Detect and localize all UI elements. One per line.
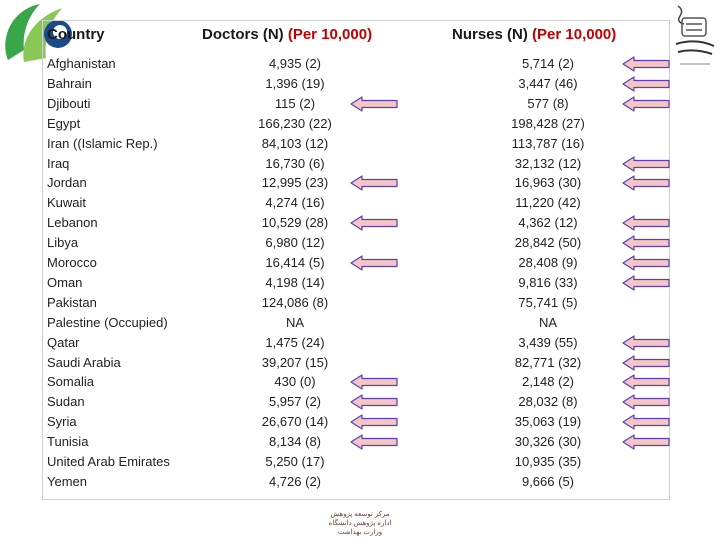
- nurses-arrow-icon: [622, 394, 670, 410]
- doctors-arrow-icon: [350, 394, 398, 410]
- nurses-arrow-icon: [622, 355, 670, 371]
- doctors-arrow-icon: [350, 414, 398, 430]
- doctors-cell: 430 (0): [274, 374, 316, 390]
- nurses-cell: 10,935 (35): [514, 454, 582, 469]
- country-cell: Pakistan: [47, 294, 97, 310]
- nurses-arrow-icon: [622, 156, 670, 172]
- table-row: [0, 114, 720, 134]
- country-cell: Saudi Arabia: [47, 354, 121, 370]
- table-row: [0, 134, 720, 154]
- nurses-arrow-icon: [622, 275, 670, 291]
- nurses-cell: 9,666 (5): [521, 473, 575, 489]
- country-cell: Bahrain: [47, 75, 92, 91]
- header-nurses: [452, 26, 616, 43]
- nurses-arrow-icon: [622, 175, 670, 191]
- doctors-cell: 1,396 (19): [265, 75, 325, 91]
- doctors-cell: 16,730 (6): [265, 155, 325, 171]
- country-cell: Kuwait: [47, 195, 87, 211]
- country-cell: Djibouti: [47, 95, 91, 111]
- doctors-cell: 84,103 (12): [261, 135, 329, 151]
- doctors-cell: 16,414 (5): [265, 255, 325, 270]
- nurses-cell: 9,816 (33): [518, 274, 578, 290]
- country-cell: Libya: [47, 235, 79, 251]
- doctors-cell: 5,957 (2): [268, 394, 322, 410]
- doctors-cell: 12,995 (23): [261, 175, 329, 191]
- country-cell: Afghanistan: [47, 56, 116, 71]
- doctors-cell: 166,230 (22): [258, 115, 332, 131]
- table-row: [0, 452, 720, 472]
- nurses-arrow-icon: [622, 76, 670, 92]
- nurses-arrow-icon: [622, 255, 670, 271]
- nurses-cell: 28,408 (9): [518, 255, 578, 270]
- nurses-cell: NA: [538, 314, 558, 330]
- doctors-cell: 6,980 (12): [265, 235, 325, 251]
- nurses-arrow-icon: [622, 434, 670, 450]
- doctors-arrow-icon: [350, 434, 398, 450]
- doctors-arrow-icon: [350, 96, 398, 112]
- table-row: [0, 353, 720, 373]
- table-row: [0, 193, 720, 213]
- nurses-arrow-icon: [622, 335, 670, 351]
- nurses-cell: 3,447 (46): [518, 75, 578, 91]
- nurses-cell: 32,132 (12): [514, 155, 582, 171]
- country-cell: Palestine (Occupied): [47, 314, 168, 330]
- doctors-cell: 26,670 (14): [261, 414, 329, 430]
- country-cell: Iraq: [47, 155, 70, 171]
- doctors-cell: 4,935 (2): [268, 56, 322, 71]
- nurses-cell: 5,714 (2): [521, 56, 575, 71]
- nurses-cell: 82,771 (32): [514, 354, 582, 370]
- doctors-cell: 39,207 (15): [261, 354, 329, 370]
- country-cell: Tunisia: [47, 434, 89, 450]
- country-cell: Oman: [47, 274, 83, 290]
- nurses-cell: 75,741 (5): [518, 294, 578, 310]
- doctors-arrow-icon: [350, 215, 398, 231]
- nurses-arrow-icon: [622, 215, 670, 231]
- nurses-cell: 16,963 (30): [514, 175, 582, 191]
- country-cell: Lebanon: [47, 215, 98, 231]
- nurses-cell: 30,326 (30): [514, 434, 582, 450]
- table-row: [0, 233, 720, 253]
- country-cell: United Arab Emirates: [47, 454, 170, 469]
- header-nurses-per: (Per 10,000): [532, 26, 617, 43]
- doctors-cell: NA: [285, 314, 305, 330]
- nurses-cell: 4,362 (12): [518, 215, 578, 231]
- nurses-arrow-icon: [622, 56, 670, 72]
- country-cell: Iran ((Islamic Rep.): [47, 135, 158, 151]
- table-row: [0, 472, 720, 492]
- doctors-cell: 124,086 (8): [261, 294, 329, 310]
- doctors-cell: 4,726 (2): [268, 473, 322, 489]
- nurses-cell: 2,148 (2): [521, 374, 575, 390]
- table-row: [0, 54, 720, 74]
- country-cell: Syria: [47, 414, 77, 430]
- nurses-cell: 35,063 (19): [514, 414, 582, 430]
- doctors-cell: 5,250 (17): [265, 454, 325, 469]
- country-cell: Jordan: [47, 175, 87, 191]
- header-nurses-label: Nurses (N): [452, 26, 533, 43]
- country-cell: Sudan: [47, 394, 85, 410]
- footer-caption: ﻣﺮﮐﺰ ﺗﻮﺳﻌﻪ ﭘﮋﻭﻫﺶ ﺍﺩﺍﺭﻩ ﭘﮋﻭﻫﺶ ﺩﺍﻧﺸﮕﺎﻩ ﻭﺯﺍﺭﺕ ﺑﻬﺪﺍﺷﺖ: [328, 511, 392, 536]
- header-doctors: [202, 26, 372, 43]
- country-cell: Somalia: [47, 374, 94, 390]
- doctors-cell: 115 (2): [274, 95, 316, 111]
- nurses-cell: 28,032 (8): [518, 394, 578, 410]
- table-row: [0, 313, 720, 333]
- table-row: [0, 154, 720, 174]
- header-doctors-per: (Per 10,000): [287, 26, 373, 43]
- doctors-cell: 1,475 (24): [265, 334, 325, 350]
- header-doctors-label: Doctors (N): [202, 26, 288, 43]
- doctors-cell: 4,274 (16): [265, 195, 325, 211]
- nurses-arrow-icon: [622, 96, 670, 112]
- doctors-arrow-icon: [350, 255, 398, 271]
- nurses-cell: 11,220 (42): [515, 195, 581, 211]
- nurses-cell: 198,428 (27): [511, 115, 585, 131]
- nurses-arrow-icon: [622, 235, 670, 251]
- country-cell: Qatar: [47, 334, 80, 350]
- nurses-arrow-icon: [622, 414, 670, 430]
- table-row: [0, 293, 720, 313]
- doctors-arrow-icon: [350, 374, 398, 390]
- header-country-label: Country: [47, 26, 105, 43]
- doctors-cell: 4,198 (14): [265, 274, 325, 290]
- table-row: [0, 273, 720, 293]
- nurses-cell: 3,439 (55): [518, 334, 578, 350]
- doctors-arrow-icon: [350, 175, 398, 191]
- doctors-cell: 10,529 (28): [261, 215, 329, 231]
- nurses-cell: 577 (8): [527, 95, 569, 111]
- country-cell: Egypt: [47, 115, 81, 131]
- table-row: [0, 333, 720, 353]
- country-cell: Morocco: [47, 255, 97, 270]
- nurses-cell: 28,842 (50): [514, 235, 582, 251]
- header-country: [47, 26, 105, 43]
- doctors-cell: 8,134 (8): [268, 434, 322, 450]
- nurses-cell: 113,787 (16): [511, 135, 585, 151]
- nurses-arrow-icon: [622, 374, 670, 390]
- table-row: [0, 74, 720, 94]
- country-cell: Yemen: [47, 473, 87, 489]
